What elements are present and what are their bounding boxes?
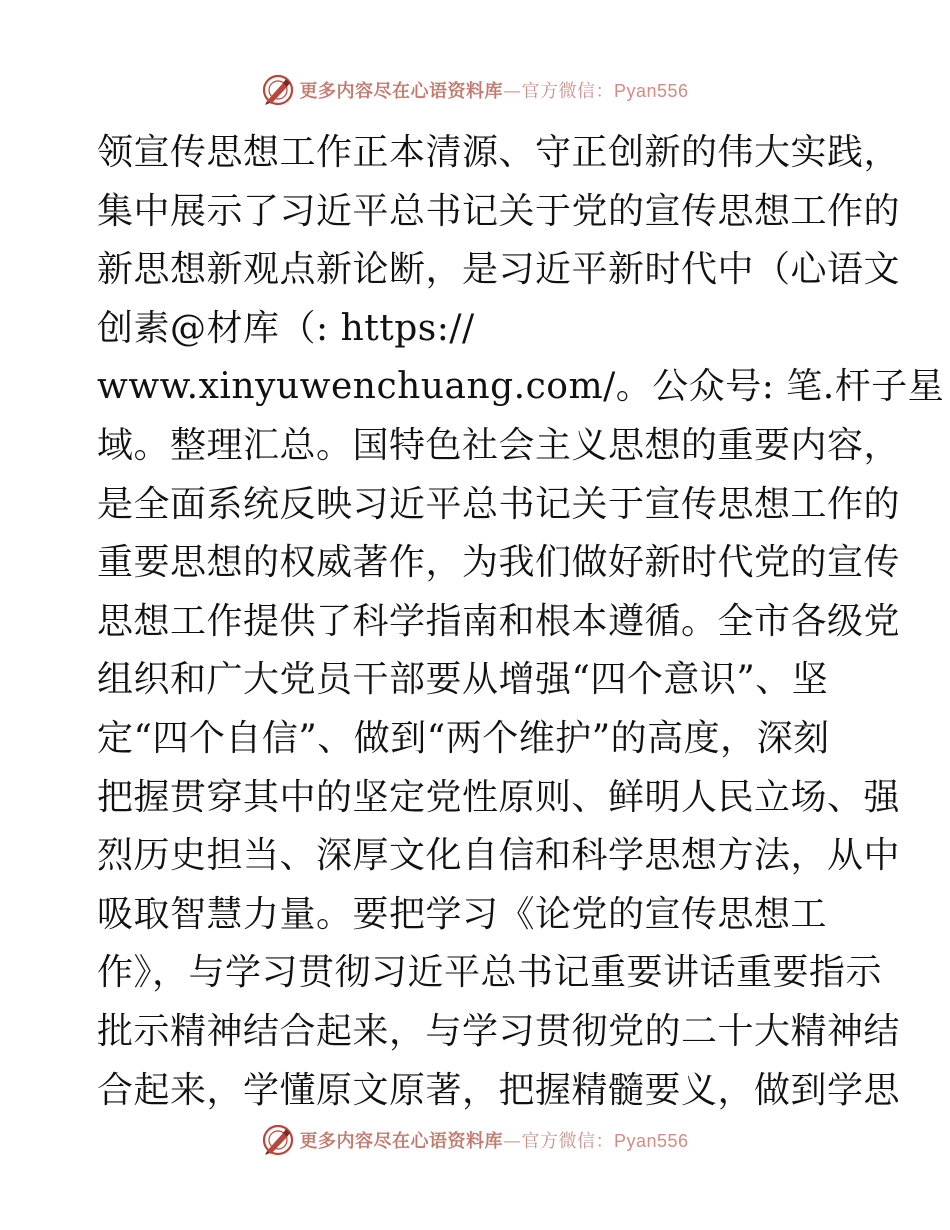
body-line: 合起来，学懂原文原著，把握精髓要义，做到学思 bbox=[97, 1069, 901, 1111]
header-wechat-id: Pyan556 bbox=[613, 81, 689, 101]
body-line: 吸取智慧力量。要把学习《论党的宣传思想工 bbox=[97, 893, 828, 935]
header-text bbox=[299, 77, 688, 103]
body-line: 新思想新观点新论断，是习近平新时代中（心语文 bbox=[97, 249, 901, 291]
body-line: 思想工作提供了科学指南和根本遵循。全市各级党 bbox=[97, 600, 901, 642]
pen-logo-icon bbox=[261, 1123, 295, 1157]
body-line: 作》，与学习贯彻习近平总书记重要讲话重要指示 bbox=[97, 952, 883, 994]
body-line: 批示精神结合起来，与学习贯彻党的二十大精神结 bbox=[97, 1010, 901, 1052]
header-banner bbox=[0, 70, 950, 110]
body-line: 领宣传思想工作正本清源、守正创新的伟大实践， bbox=[97, 132, 901, 173]
document-body bbox=[97, 124, 945, 1120]
footer-site-text: 更多内容尽在心语资料库 bbox=[299, 1131, 503, 1152]
body-line: 创素@材库（: https:// bbox=[97, 307, 475, 349]
header-site-text: 更多内容尽在心语资料库 bbox=[299, 81, 503, 102]
footer-wechat-label: 官方微信： bbox=[521, 1131, 614, 1152]
body-line: 定“四个自信”、做到“两个维护”的高度，深刻 bbox=[97, 717, 830, 759]
footer-text bbox=[299, 1127, 688, 1153]
body-line: 是全面系统反映习近平总书记关于宣传思想工作的 bbox=[97, 483, 901, 525]
body-line: 域。整理汇总。国特色社会主义思想的重要内容， bbox=[97, 424, 901, 466]
body-line: 集中展示了习近平总书记关于党的宣传思想工作的 bbox=[97, 190, 901, 232]
header-dash: — bbox=[502, 81, 522, 102]
pen-logo-icon bbox=[261, 73, 295, 107]
body-line: 把握贯穿其中的坚定党性原则、鲜明人民立场、强 bbox=[97, 776, 901, 818]
footer-dash: — bbox=[502, 1131, 522, 1152]
body-line: www.xinyuwenchuang.com/。公众号: 笔.杆子星 bbox=[97, 366, 945, 408]
body-line: 组织和广大党员干部要从增强“四个意识”、坚 bbox=[97, 659, 829, 701]
header-wechat-label: 官方微信： bbox=[521, 81, 614, 102]
body-line: 重要思想的权威著作，为我们做好新时代党的宣传 bbox=[97, 542, 901, 584]
footer-banner bbox=[0, 1120, 950, 1160]
footer-wechat-id: Pyan556 bbox=[613, 1131, 689, 1151]
body-line: 烈历史担当、深厚文化自信和科学思想方法，从中 bbox=[97, 835, 901, 877]
